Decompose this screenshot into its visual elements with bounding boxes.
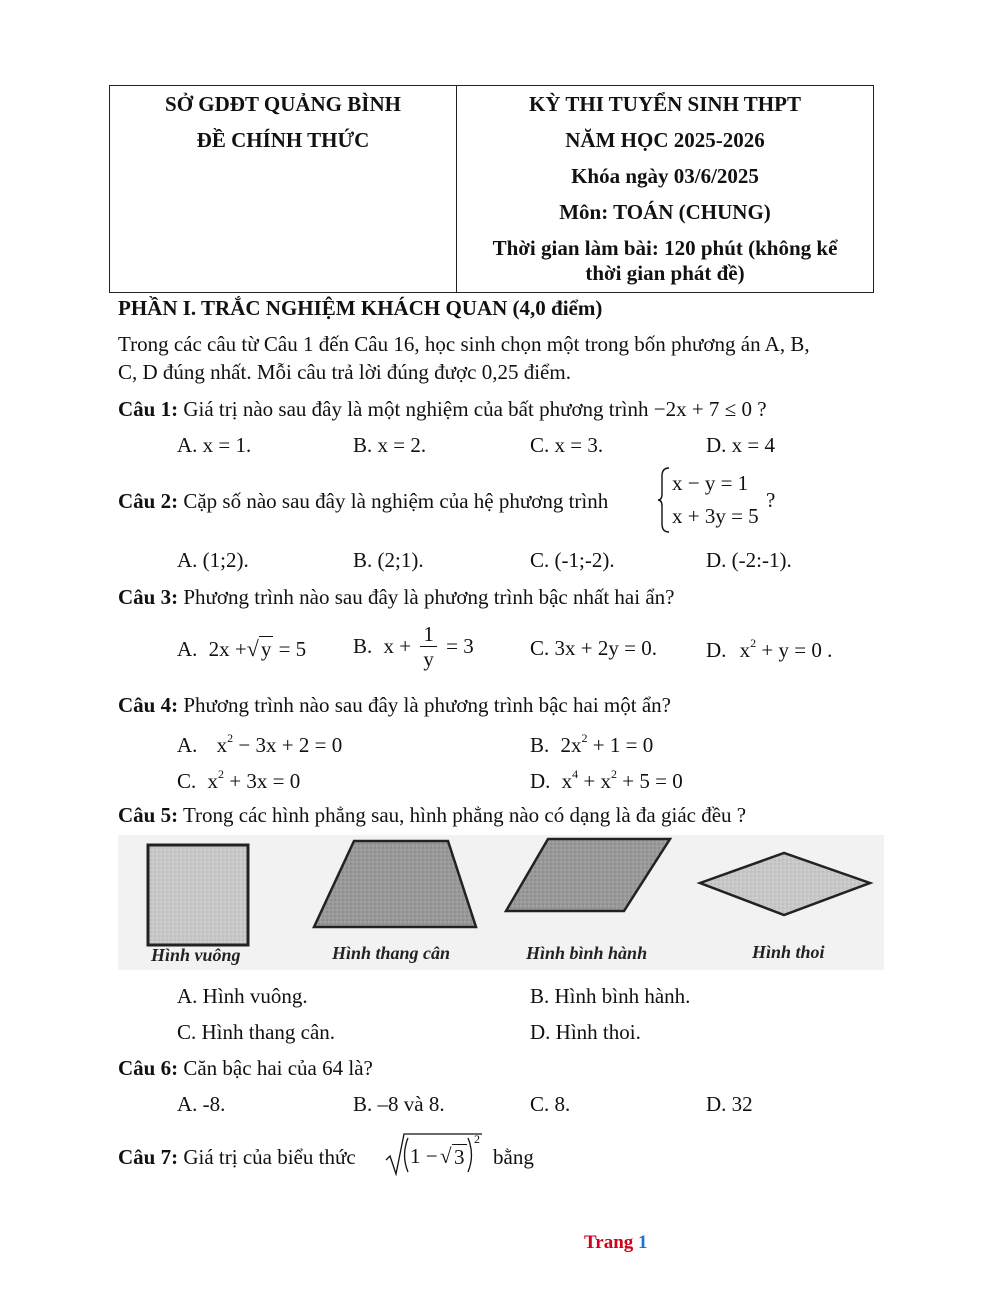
q4-c-rest: + 3x = 0: [229, 769, 301, 793]
q7-inner-left: 1 −: [410, 1144, 438, 1168]
q6-option-d[interactable]: D. 32: [706, 1092, 753, 1116]
footer-page-number: 1: [638, 1232, 648, 1253]
header-table: [109, 85, 874, 293]
q4-b-base: 2x: [560, 733, 582, 757]
part1-intro-line2: C, D đúng nhất. Mỗi câu trả lời đúng được 0,25 điểm.: [118, 360, 571, 384]
question-4: [118, 693, 671, 718]
q2-option-c[interactable]: C. (-1;-2).: [530, 548, 615, 572]
page-footer: [584, 1232, 648, 1254]
question-2-text: Cặp số nào sau đây là nghiệm của hệ phương trình: [183, 489, 609, 513]
q6-option-a[interactable]: A. -8.: [177, 1092, 226, 1116]
equation-system: [656, 466, 776, 540]
question-3-label: Câu 3:: [118, 585, 179, 609]
q1-option-b[interactable]: B. x = 2.: [353, 433, 427, 457]
time-limit-line1: Thời gian làm bài: 120 phút (không kể: [492, 236, 838, 260]
q1-option-a[interactable]: A. x = 1.: [177, 433, 252, 457]
footer-word: Trang: [584, 1232, 634, 1253]
official-exam-label: ĐỀ CHÍNH THỨC: [196, 128, 370, 152]
question-7-text: Giá trị của biểu thức: [183, 1145, 356, 1169]
time-limit-line2: thời gian phát đề): [585, 261, 745, 285]
q3-option-a[interactable]: [177, 636, 306, 662]
q4-d-mid: + x: [583, 769, 612, 793]
shape-label-trapezoid: Hình thang cân: [332, 943, 451, 963]
q4-d-exponent1: 4: [572, 767, 579, 781]
q4-a-base: x: [216, 733, 228, 757]
q3-d-rest: + y = 0 .: [761, 638, 833, 662]
q3-d-exponent: 2: [750, 636, 757, 650]
q4-a-rest: − 3x + 2 = 0: [238, 733, 343, 757]
q5-option-b[interactable]: B. Hình bình hành.: [530, 984, 691, 1008]
q3-d-prefix: D.: [706, 638, 727, 662]
q2-option-a[interactable]: A. (1;2).: [177, 548, 249, 572]
q3-a-left: 2x +: [208, 637, 247, 661]
q4-c-exponent: 2: [218, 767, 225, 781]
question-5: [118, 803, 746, 828]
department-name: SỞ GDĐT QUẢNG BÌNH: [165, 92, 401, 116]
subject: Môn: TOÁN (CHUNG): [559, 200, 771, 224]
question-1-expr: −2x + 7 ≤ 0 ?: [653, 397, 767, 421]
question-1: [118, 397, 767, 422]
equation-2: x + 3y = 5: [672, 504, 759, 528]
question-4-text: Phương trình nào sau đây là phương trình bậc hai một ẩn?: [183, 693, 671, 717]
question-5-label: Câu 5:: [118, 803, 179, 827]
question-2-label: Câu 2:: [118, 489, 179, 513]
isosceles-trapezoid-shape: [314, 841, 476, 927]
question-7-after: bằng: [493, 1145, 534, 1169]
q7-exponent: 2: [474, 1132, 480, 1146]
exam-date: Khóa ngày 03/6/2025: [571, 164, 759, 188]
q2-option-b[interactable]: B. (2;1).: [353, 548, 424, 572]
exam-title: KỲ THI TUYỂN SINH THPT: [529, 92, 801, 116]
q4-c-base: x: [207, 769, 219, 793]
q4-c-prefix: C.: [177, 769, 197, 793]
q4-d-rest: + 5 = 0: [622, 769, 683, 793]
q4-b-prefix: B.: [530, 733, 550, 757]
sqrt-icon: √: [246, 636, 259, 661]
q3-b-denominator: y: [423, 647, 434, 671]
q3-option-c[interactable]: C. 3x + 2y = 0.: [530, 636, 657, 660]
q4-option-d[interactable]: [530, 767, 683, 794]
shape-label-rhombus: Hình thoi: [752, 942, 825, 962]
equation-1: x − y = 1: [672, 471, 749, 495]
q3-a-prefix: A.: [177, 637, 198, 661]
question-7-label: Câu 7:: [118, 1145, 179, 1169]
q3-a-right: = 5: [278, 637, 307, 661]
question-1-label: Câu 1:: [118, 397, 179, 421]
square-shape: [148, 845, 248, 945]
q4-option-b[interactable]: [530, 731, 653, 758]
q5-option-d[interactable]: D. Hình thoi.: [530, 1020, 641, 1044]
question-1-text: Giá trị nào sau đây là một nghiệm của bất phương trình: [183, 397, 649, 421]
question-7: [118, 1145, 356, 1170]
q5-option-a[interactable]: A. Hình vuông.: [177, 984, 308, 1008]
rhombus-shape: [700, 853, 870, 915]
question-3-text: Phương trình nào sau đây là phương trình bậc nhất hai ẩn?: [183, 585, 675, 609]
part1-intro-line1: Trong các câu từ Câu 1 đến Câu 16, học sinh chọn một trong bốn phương án A, B,: [118, 332, 810, 356]
q2-option-d[interactable]: D. (-2:-1).: [706, 548, 792, 572]
part1-title: PHẦN I. TRẮC NGHIỆM KHÁCH QUAN (4,0 điểm): [118, 296, 603, 320]
q3-d-base: x: [739, 638, 751, 662]
q4-a-prefix: A.: [177, 733, 198, 757]
q4-b-rest: + 1 = 0: [592, 733, 654, 757]
q6-option-c[interactable]: C. 8.: [530, 1092, 571, 1116]
shapes-figure: [118, 835, 884, 970]
question-6-label: Câu 6:: [118, 1056, 179, 1080]
question-6-text: Căn bậc hai của 64 là?: [183, 1056, 373, 1080]
school-year: NĂM HỌC 2025-2026: [565, 128, 765, 152]
q3-a-radicand: y: [260, 637, 272, 661]
question-2: [118, 489, 608, 514]
q4-d-base1: x: [561, 769, 573, 793]
q4-d-exponent2: 2: [611, 767, 618, 781]
shape-label-square: Hình vuông: [151, 945, 241, 965]
q3-b-numerator: 1: [420, 622, 437, 647]
q4-option-c[interactable]: [177, 767, 300, 794]
parallelogram-shape: [506, 839, 670, 911]
question-6: [118, 1056, 373, 1081]
q3-b-fraction: [420, 622, 437, 671]
q3-option-b[interactable]: [353, 622, 474, 671]
q1-option-c[interactable]: C. x = 3.: [530, 433, 604, 457]
curly-brace-icon: [656, 466, 672, 534]
q5-option-c[interactable]: C. Hình thang cân.: [177, 1020, 336, 1044]
q4-option-a[interactable]: [177, 731, 342, 758]
q3-b-right: = 3: [446, 634, 474, 658]
question-2-qmark: ?: [766, 488, 776, 512]
q3-option-d[interactable]: [706, 636, 832, 663]
q4-b-exponent: 2: [581, 731, 588, 745]
question-3: [118, 585, 674, 610]
shape-label-parallelogram: Hình bình hành: [526, 943, 648, 963]
q4-d-prefix: D.: [530, 769, 551, 793]
q3-b-prefix: B.: [353, 634, 373, 658]
inner-sqrt-icon: √: [440, 1144, 452, 1168]
q6-option-b[interactable]: B. –8 và 8.: [353, 1092, 445, 1116]
question-4-label: Câu 4:: [118, 693, 179, 717]
q1-option-d[interactable]: D. x = 4: [706, 433, 776, 457]
q7-inner-radicand: 3: [454, 1145, 465, 1169]
question-5-text: Trong các hình phẳng sau, hình phẳng nào có dạng là đa giác đều ?: [182, 803, 747, 827]
q4-a-exponent: 2: [227, 731, 234, 745]
q3-b-left: x +: [383, 634, 412, 658]
